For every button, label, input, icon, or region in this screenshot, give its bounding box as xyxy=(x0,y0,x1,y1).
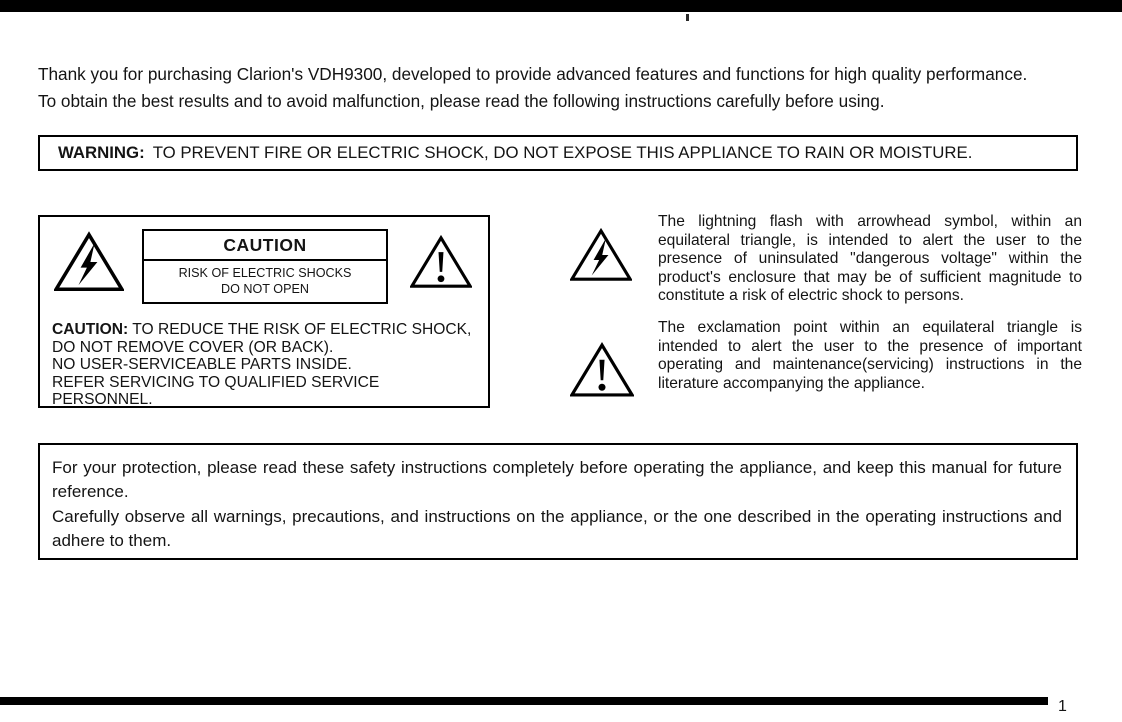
caution-note-line-4: REFER SERVICING TO QUALIFIED SERVICE PERSONNEL. xyxy=(52,373,380,409)
caution-inner-box xyxy=(142,229,388,304)
lightning-triangle-icon xyxy=(570,213,640,306)
exclamation-triangle-icon xyxy=(410,229,472,295)
symbol-explanation-lightning xyxy=(570,213,1082,306)
intro-line-1: Thank you for purchasing Clarion's VDH9300, developed to provide advanced features and functions for high quality performance. xyxy=(38,64,1028,84)
top-edge-bar xyxy=(0,0,1122,12)
warning-box xyxy=(38,135,1078,171)
caution-note-label: CAUTION: xyxy=(52,321,129,338)
caution-note-line-1 xyxy=(52,321,482,339)
caution-box-header xyxy=(40,217,488,313)
warning-label: WARNING: xyxy=(58,143,145,162)
caution-note-line-3: NO USER-SERVICEABLE PARTS INSIDE. xyxy=(52,356,352,374)
exclamation-triangle-icon xyxy=(570,319,640,408)
page-number: 1 xyxy=(1058,698,1067,715)
intro-line-2: To obtain the best results and to avoid malfunction, please read the following instructions carefully before using. xyxy=(38,91,885,111)
caution-note xyxy=(52,321,482,409)
caution-note-line-1-text: TO REDUCE THE RISK OF ELECTRIC SHOCK, xyxy=(128,321,472,338)
symbol-explanation-text: The exclamation point within an equilateral triangle is intended to alert the user to the presence of important operating and maintenance(servicing) instructions in the literature accompanying the appliance. xyxy=(658,319,1082,392)
protection-paragraph-2: Carefully observe all warnings, precautions, and instructions on the appliance, or the one described in the operating instructions and adhere to them. xyxy=(52,506,1062,551)
registration-mark xyxy=(686,14,689,21)
bottom-edge-bar xyxy=(0,697,1048,705)
protection-notice-box xyxy=(38,443,1078,560)
symbol-explanation-exclamation xyxy=(570,319,1082,408)
caution-subtitle-line-2: DO NOT OPEN xyxy=(221,282,309,296)
lightning-triangle-icon xyxy=(54,231,124,293)
intro-paragraph xyxy=(38,61,1082,115)
caution-subtitle-line-1: RISK OF ELECTRIC SHOCKS xyxy=(178,266,352,280)
caution-subtitle xyxy=(144,261,386,302)
protection-paragraph-1: For your protection, please read these safety instructions completely before operating the appliance, and keep this manual for future reference. xyxy=(52,458,1062,502)
caution-title: CAUTION xyxy=(144,231,386,261)
caution-note-line-2: DO NOT REMOVE COVER (OR BACK). xyxy=(52,338,334,356)
symbol-explanation-text: The lightning flash with arrowhead symbol, within an equilateral triangle, is intended to alert the user to the presence of uninsulated "dangerous voltage" within the product's enclosure that may be of sufficient magnitude to constitute a risk of electric shock to persons. xyxy=(658,213,1082,305)
caution-box xyxy=(38,215,490,408)
warning-text: TO PREVENT FIRE OR ELECTRIC SHOCK, DO NOT EXPOSE THIS APPLIANCE TO RAIN OR MOISTURE. xyxy=(152,143,973,162)
